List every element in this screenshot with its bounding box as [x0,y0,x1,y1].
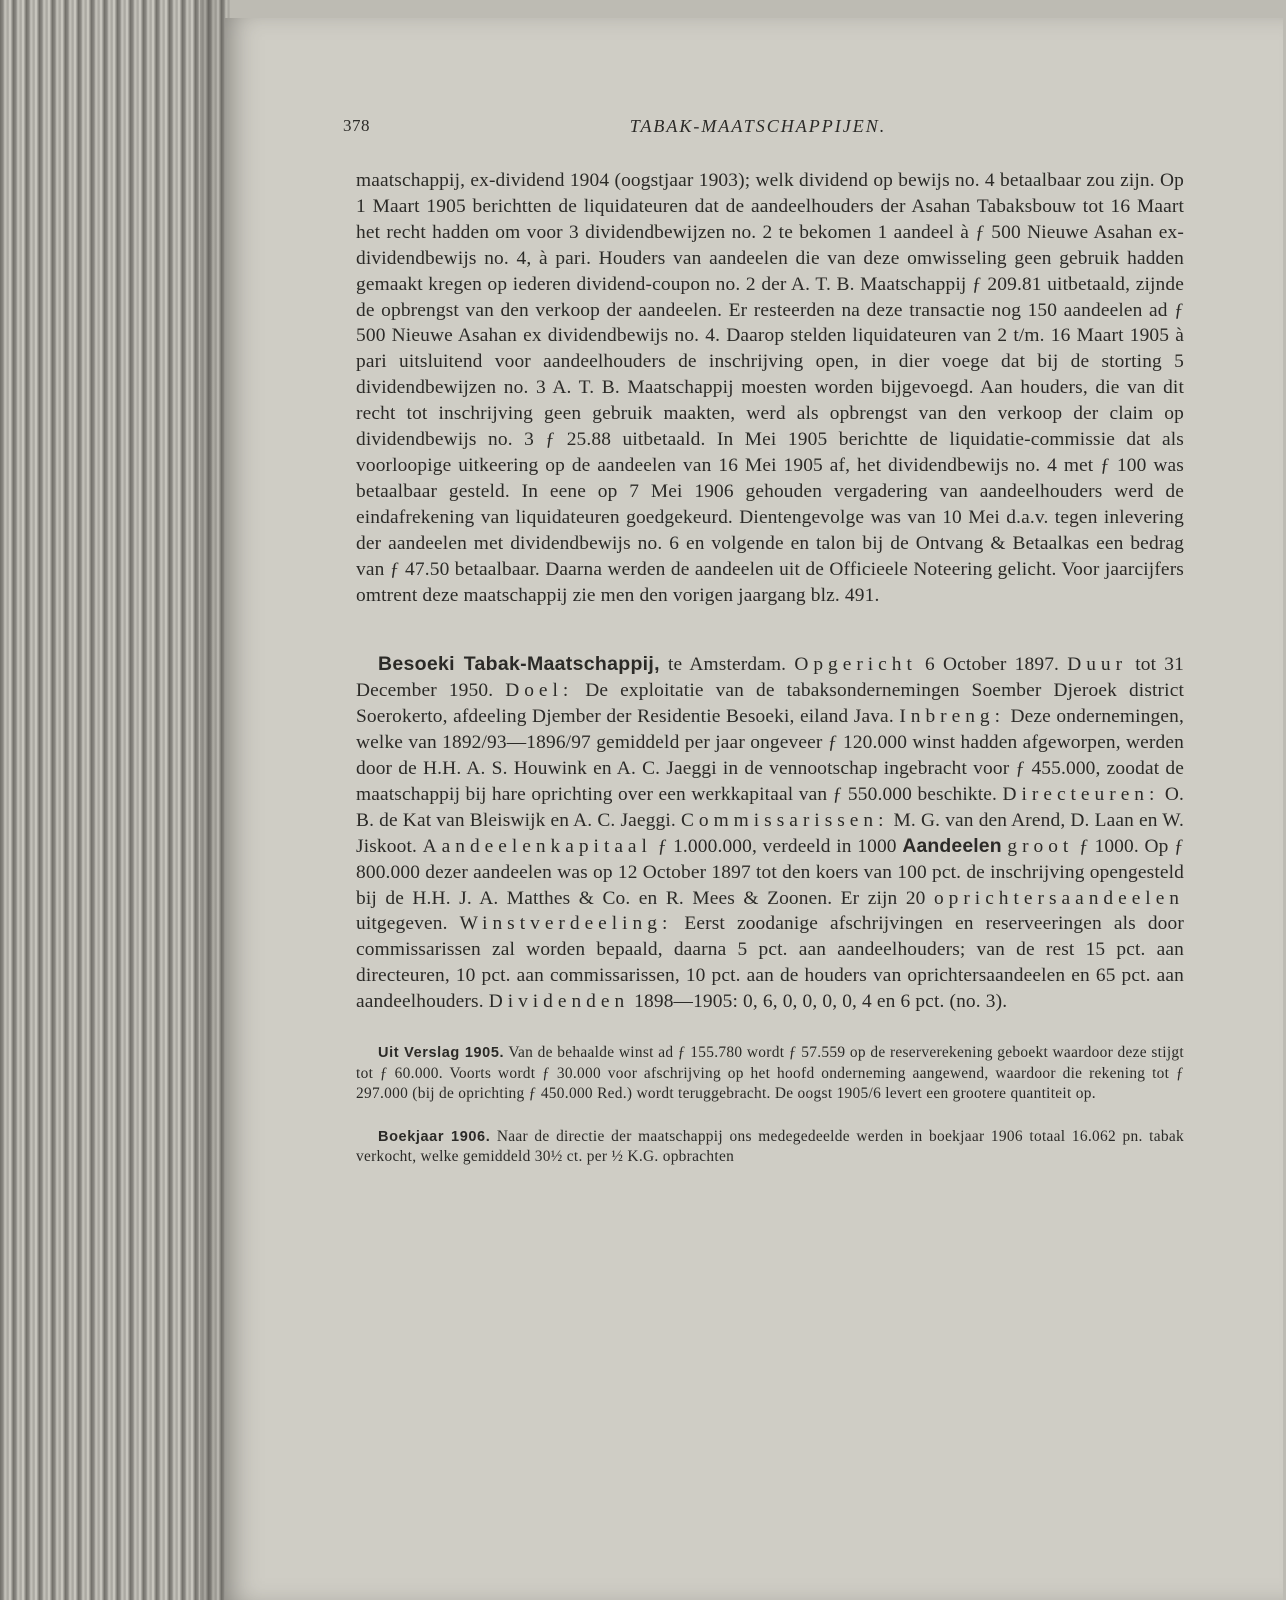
boekjaar-label: Boekjaar 1906. [378,1128,491,1145]
verslag-text: Van de behaalde winst ad ƒ 155.780 wordt ƒ 57.559 op de reserverekening geboekt waardoor deze stijgt tot ƒ 60.000. Voorts wordt ƒ 30.000 voor afschrijving op het hoofd onderneming aangewend, waardoor die rekening tot ƒ 297.000 (bij de oprichting ƒ 450.000 Red.) wordt teruggebracht. De oogst 1905/6 levert een grootere quantiteit op. [356,1044,1184,1103]
company-name: Besoeki Tabak-Maatschappij, [378,653,660,676]
running-title: TABAK-MAATSCHAPPIJEN. [629,116,887,136]
company-location: te Amsterdam. [659,654,795,676]
verslag-label: Uit Verslag 1905. [378,1045,505,1062]
text-dividenden: 1898—1905: 0, 6, 0, 0, 0, 0, 4 en 6 pct. (no. 3). [629,991,1008,1013]
boekjaar-paragraph [356,1127,1184,1168]
book-page-edges [0,0,230,1600]
label-kapitaal: Aandeelenkapitaal [422,835,652,857]
text-kapitaal-1: ƒ 1.000.000, verdeeld in 1000 [651,835,903,857]
page-number: 378 [343,116,370,135]
label-dividenden: Dividenden [488,991,630,1013]
label-aandeelen: Aandeelen [902,834,1002,857]
label-commissarissen: Commissarissen: [680,809,889,831]
text-winstverdeeling: Eerst zoodanige afschrijvingen en reserveeringen als door commissarissen zal worden bepaald, daarna 5 pct. aan aandeelhouders; van de rest 15 pct. aan directeuren, 10 pct. aan commissarissen, 10 pct. aan de houders van oprichtersaandeelen en 65 pct. aan aandeelhouders. [356,913,1184,1013]
text-opgericht: 6 October 1897. [916,654,1068,676]
label-inbreng: Inbreng: [899,706,1006,728]
text-doel: De exploitatie van de tabaksondernemingen Soember Djeroek district Soerokerto, afdeeling Djember der Residentie Besoeki, eiland Java. [356,680,1184,728]
page-header [343,116,1173,146]
label-winstverdeeling: Winstverdeeling: [459,913,673,935]
label-directeuren: Directeuren: [1002,783,1160,805]
label-duur: Duur [1067,654,1128,676]
verslag-paragraph [356,1043,1184,1105]
company-entry [356,652,1184,1015]
text-inbreng: Deze ondernemingen, welke van 1892/93—1896/97 gemiddeld per jaar ongeveer ƒ 120.000 winst hadden afgeworpen, werden door de H.H. A. S. Houwink en A. C. Jaeggi in de vennootschap ingebracht voor ƒ 455.000, zoodat de maatschappij bij hare oprichting over een werkkapitaal van ƒ 550.000 beschikte. [356,706,1184,805]
page-body [356,168,1184,1168]
text-kapitaal-2: ƒ 1000. Op ƒ 800.000 dezer aandeelen was op 12 October 1897 tot den koers van 100 pct. de inschrijving opengesteld bij de H.H. J. A. Matthes & Co. en R. Mees & Zoonen. Er zijn 20 [356,835,1184,909]
text-duur: tot 31 December 1950. [356,654,1184,702]
label-opgericht: Opgericht [794,654,917,676]
text-uitgegeven: uitgegeven. [356,913,460,935]
text-directeuren: O. B. de Kat van Bleiswijk en A. C. Jaeggi. [356,783,1184,831]
label-oprichtersaandeelen: oprichtersaandeelen [933,887,1184,909]
text-commissarissen: M. G. van den Arend, D. Laan en W. Jiskoot. [356,809,1184,857]
boekjaar-text: Naar de directie der maatschappij ons medegedeelde werden in boekjaar 1906 totaal 16.062 pn. tabak verkocht, welke gemiddeld 30½ ct. per ½ K.G. opbrachten [356,1127,1184,1166]
label-groot: groot [1007,835,1074,857]
label-doel: Doel: [505,680,574,702]
continued-paragraph: maatschappij, ex-dividend 1904 (oogstjaar 1903); welk dividend op bewijs no. 4 betaalbaar zou zijn. Op 1 Maart 1905 berichtten de liquidateuren dat de aandeelhouders der Asahan Tabaksbouw tot 16 Maart het recht hadden om voor 3 dividendbewijzen no. 2 te bekomen 1 aandeel à ƒ 500 Nieuwe Asahan ex-dividendbewijs no. 4, à pari. Houders van aandeelen die van deze omwisseling geen gebruik hadden gemaakt kregen op iederen dividend-coupon no. 2 der A. T. B. Maatschappij ƒ 209.81 uitbetaald, zijnde de opbrengst van den verkoop der aandeelen. Er resteerden na deze transactie nog 150 aandeelen ad ƒ 500 Nieuwe Asahan ex dividendbewijs no. 4. Daarop stelden liquidateuren van 2 t/m. 16 Maart 1905 à pari uitsluitend voor aandeelhouders de inschrijving open, in dier voege dat bij de storting 5 dividendbewijzen no. 3 A. T. B. Maatschappij moesten worden bijgevoegd. Aan houders, die van dit recht tot inschrijving geen gebruik maakten, werd als opbrengst van den verkoop der claim op dividendbewijs no. 3 ƒ 25.88 uitbetaald. In Mei 1905 berichtte de liquidatie-commissie dat als voorloopige uitkeering op de aandeelen van 16 Mei 1905 af, het dividendbewijs no. 4 met ƒ 100 was betaalbaar gesteld. In eene op 7 Mei 1906 gehouden vergadering van aandeelhouders werd de eindafrekening van liquidateuren goedgekeurd. Dientengevolge was van 10 Mei d.a.v. tegen inlevering der aandeelen met dividendbewijs no. 6 en volgende en talon bij de Ontvang & Betaalkas een bedrag van ƒ 47.50 betaalbaar. Daarna werden de aandeelen uit de Officieele Noteering gelicht. Voor jaarcijfers omtrent deze maatschappij zie men den vorigen jaargang blz. 491. [356,170,1184,606]
